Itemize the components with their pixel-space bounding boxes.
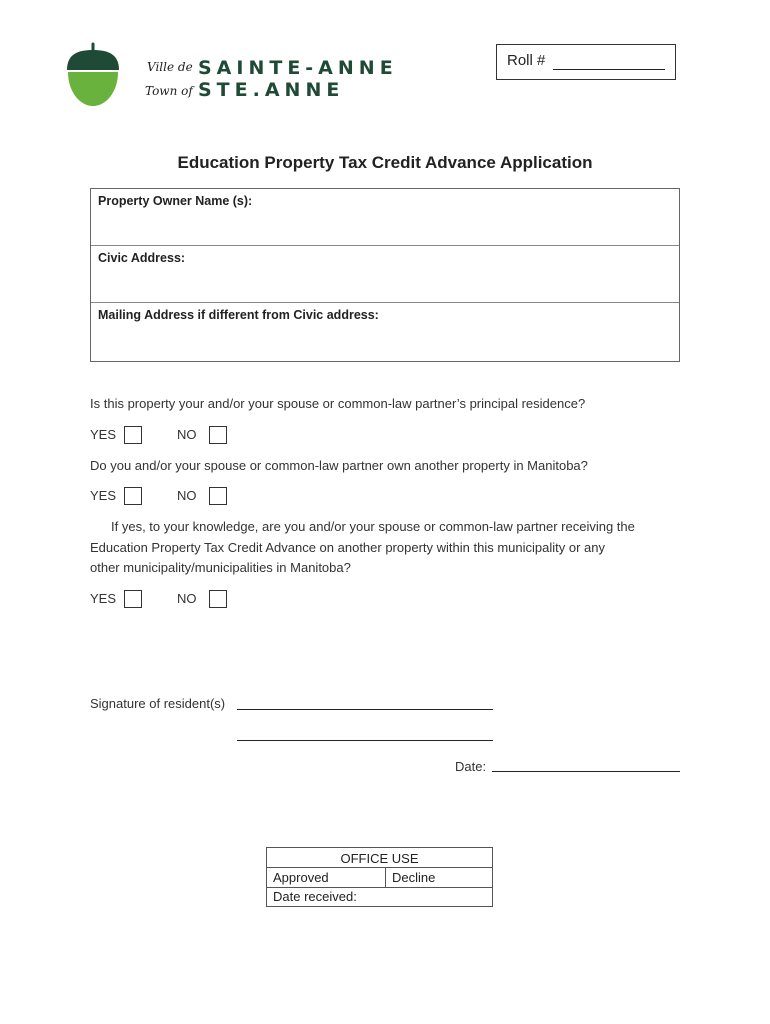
roll-number-label: Roll # — [507, 52, 546, 69]
civic-address-label: Civic Address: — [98, 251, 186, 265]
q2-no-checkbox[interactable] — [209, 487, 227, 505]
logo-town-of: Town of — [145, 84, 193, 98]
q1-no-label: NO — [177, 427, 197, 442]
office-decline-cell: Decline — [392, 870, 436, 885]
date-label: Date: — [455, 759, 487, 774]
office-approved-cell: Approved — [273, 870, 329, 885]
office-date-received-cell: Date received: — [273, 889, 357, 904]
civic-address-field[interactable] — [91, 246, 679, 303]
roll-number-field[interactable] — [553, 69, 665, 70]
question-principal-residence: Is this property your and/or your spouse or common-law partner’s principal residence? — [90, 396, 586, 411]
roll-number-box — [496, 44, 676, 80]
q1-yes-label: YES — [90, 427, 117, 442]
owner-info-table — [90, 188, 680, 362]
signature-field-2[interactable] — [237, 740, 493, 741]
q3-yes-label: YES — [90, 591, 117, 606]
mailing-address-field[interactable] — [91, 303, 679, 361]
page-title: Education Property Tax Credit Advance Application — [177, 153, 593, 172]
acorn-logo-icon — [64, 42, 122, 108]
q3-no-checkbox[interactable] — [209, 590, 227, 608]
date-field[interactable] — [492, 771, 680, 772]
office-use-header: OFFICE USE — [340, 851, 419, 866]
q2-no-label: NO — [177, 488, 197, 503]
owner-name-label: Property Owner Name (s): — [98, 194, 253, 208]
office-use-table — [266, 847, 493, 907]
q1-no-checkbox[interactable] — [209, 426, 227, 444]
logo-name-english: STE.ANNE — [198, 79, 345, 101]
q1-yes-checkbox[interactable] — [124, 426, 142, 444]
q2-yes-checkbox[interactable] — [124, 487, 142, 505]
question-other-credit-line3: other municipality/municipalities in Manitoba? — [90, 560, 351, 575]
question-another-property: Do you and/or your spouse or common-law partner own another property in Manitoba? — [90, 458, 588, 473]
question-other-credit-line2: Education Property Tax Credit Advance on another property within this municipality or any — [90, 540, 605, 555]
signature-label: Signature of resident(s) — [90, 696, 226, 711]
logo-name-french: SAINTE-ANNE — [198, 57, 398, 79]
logo-ville-de: Ville de — [147, 60, 193, 74]
q3-yes-checkbox[interactable] — [124, 590, 142, 608]
q3-no-label: NO — [177, 591, 197, 606]
question-other-credit-line1: If yes, to your knowledge, are you and/or your spouse or common-law partner receiving the — [111, 519, 635, 534]
signature-field-1[interactable] — [237, 709, 493, 710]
mailing-address-label: Mailing Address if different from Civic address: — [98, 308, 379, 322]
q2-yes-label: YES — [90, 488, 117, 503]
owner-name-field[interactable] — [91, 189, 679, 246]
